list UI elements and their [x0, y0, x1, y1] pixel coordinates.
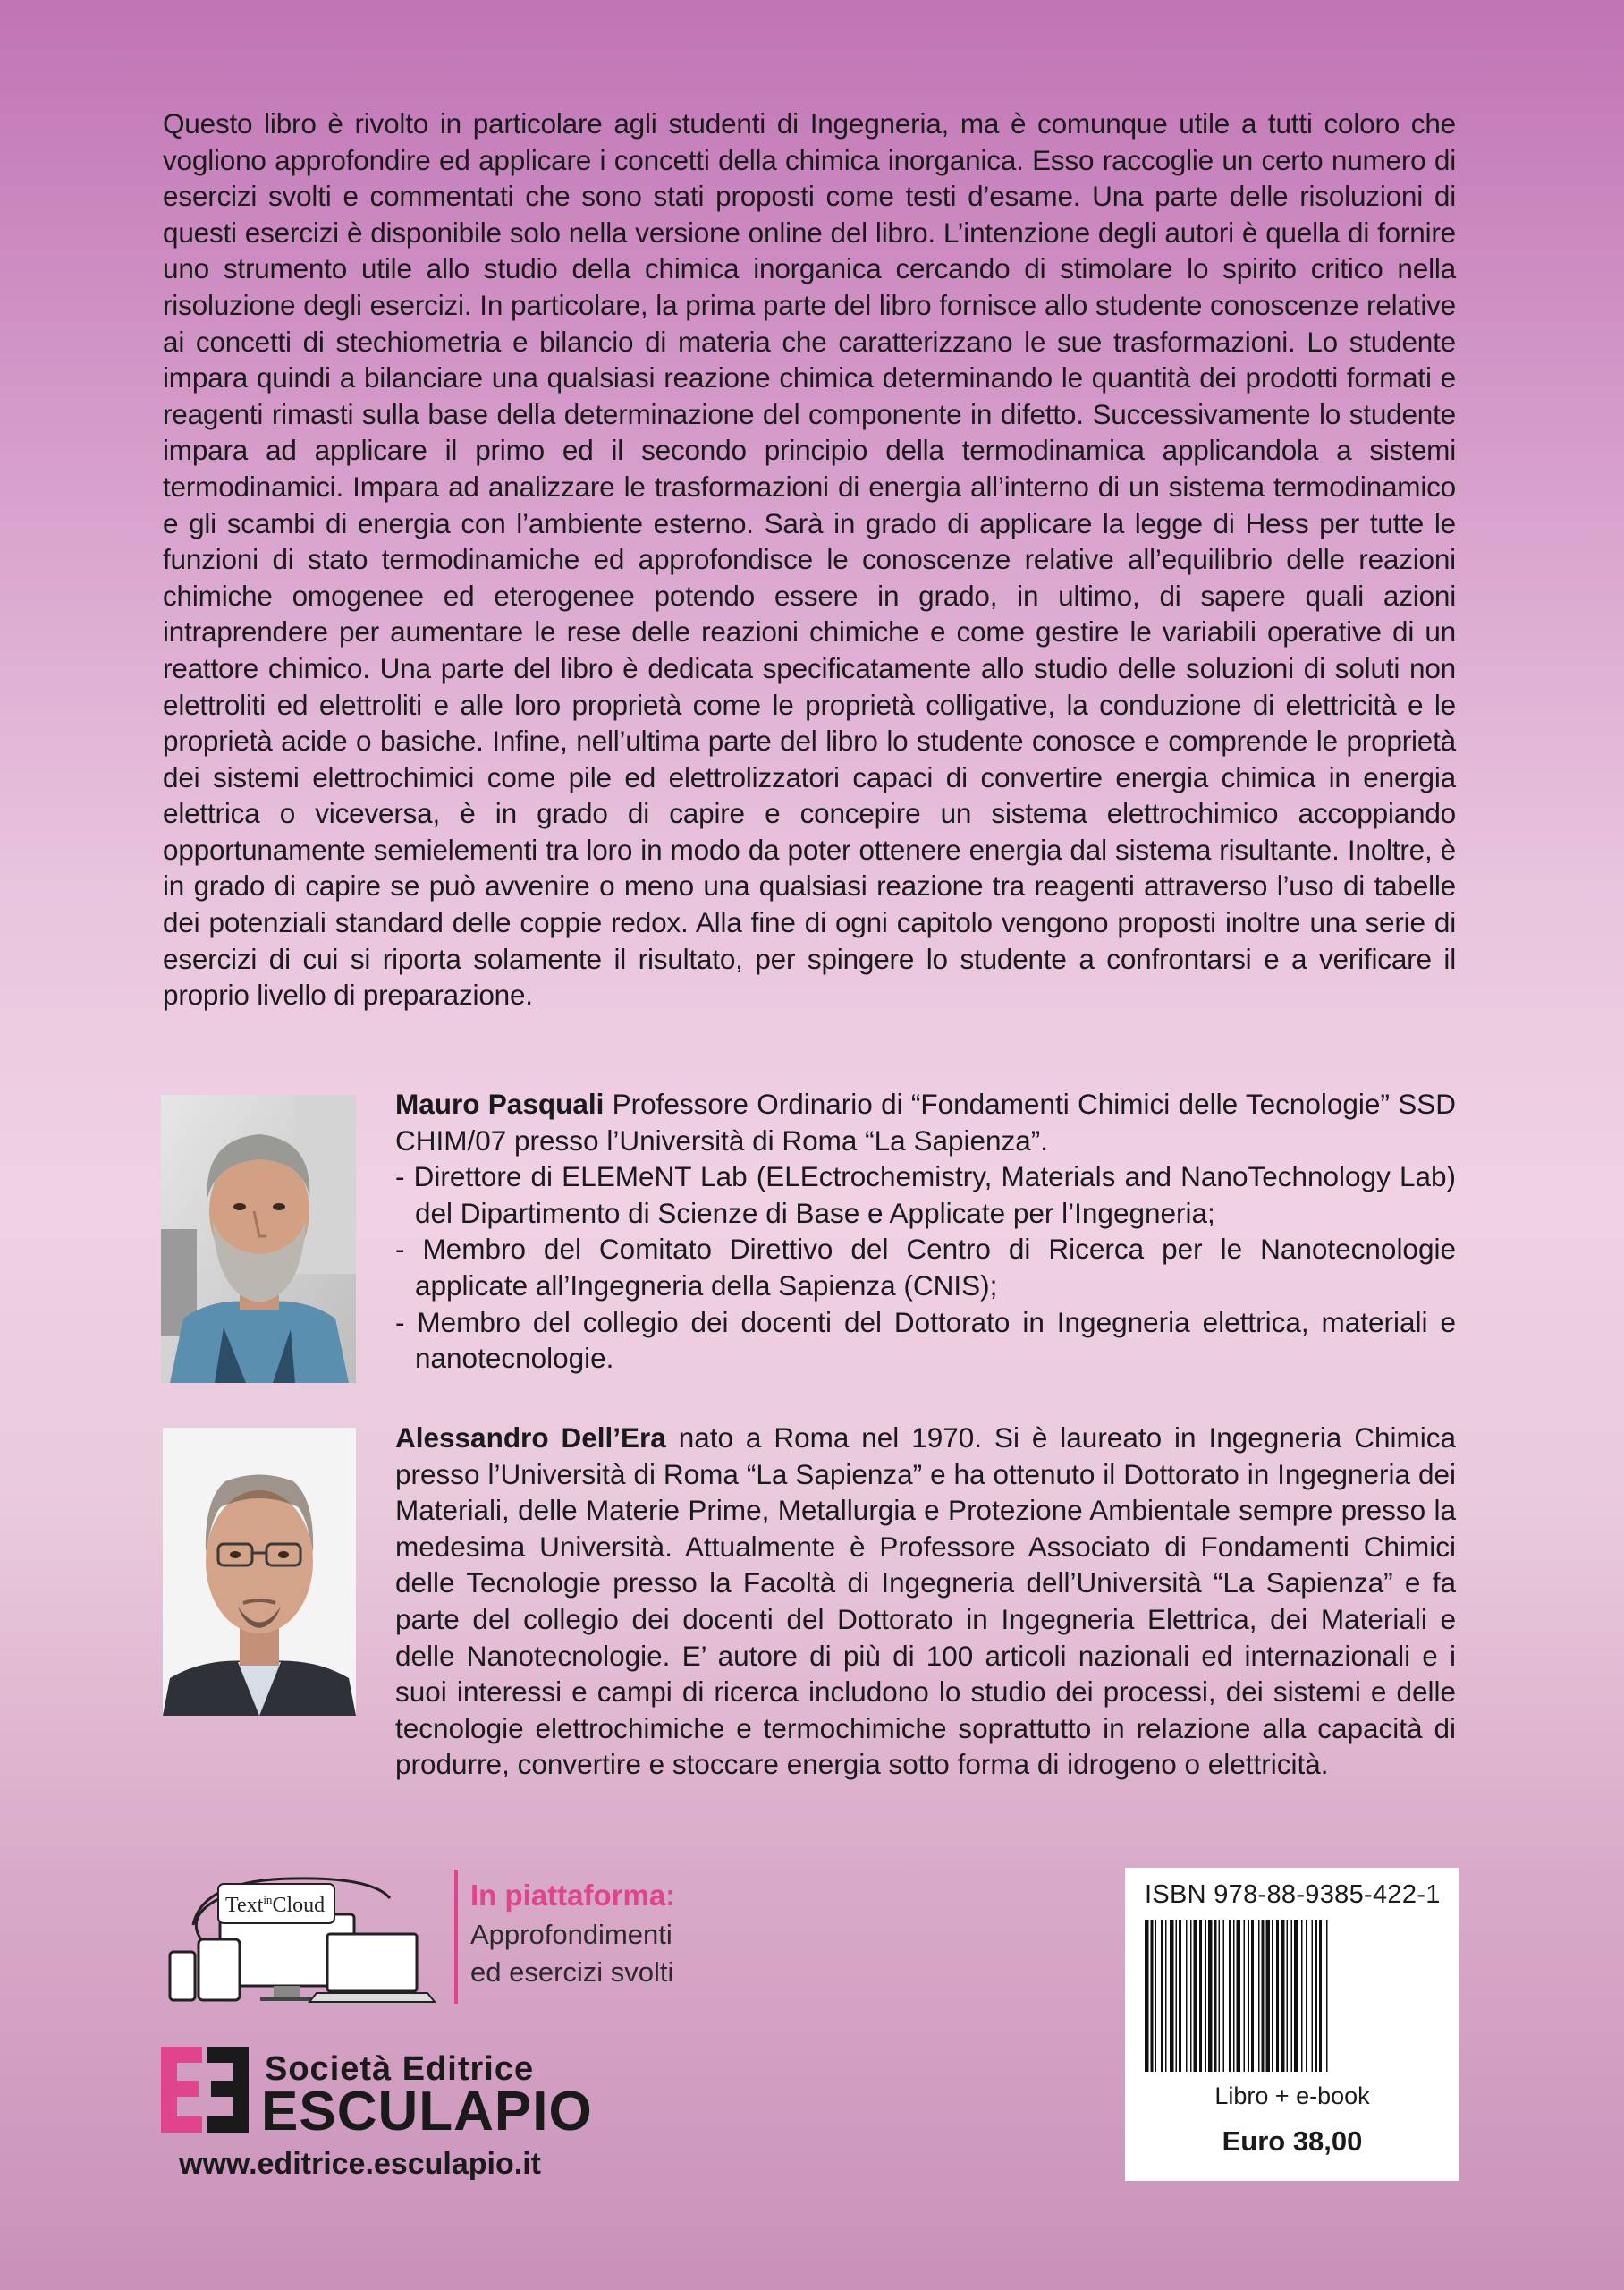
barcode-bar	[1186, 1920, 1188, 2072]
logo-text-part: Cloud	[272, 1894, 326, 1917]
barcode-box	[1125, 1868, 1459, 2181]
barcode-bar	[1155, 1920, 1157, 2072]
barcode-bar	[1208, 1920, 1213, 2072]
portrait-illustration	[163, 1428, 356, 1716]
platform-block	[166, 1862, 721, 2006]
barcode-bar	[1233, 1920, 1235, 2072]
barcode-bar	[1326, 1920, 1328, 2072]
platform-description	[470, 1916, 721, 1991]
author-photo-mauro-pasquali	[161, 1095, 356, 1383]
barcode-bar	[1161, 1920, 1163, 2072]
barcode-bar	[1214, 1920, 1217, 2072]
barcode-bar	[1176, 1920, 1178, 2072]
barcode-bar	[1248, 1920, 1250, 2072]
textincloud-logo-text	[225, 1893, 325, 1918]
publisher-name-line1: Società Editrice	[265, 2050, 535, 2088]
barcode-bar	[1223, 1920, 1225, 2072]
barcode-bar	[1244, 1920, 1246, 2072]
logo-text-part: in	[263, 1893, 273, 1906]
author1-name: Mauro Pasquali	[395, 1088, 605, 1120]
publisher-name-line2: ESCULAPIO	[261, 2081, 593, 2142]
author1-role: - Direttore di ELEMeNT Lab (ELEctrochemistry, Materials and NanoTechnology Lab) del Dipartimento di Scienze di Base e Applicate per l’Ingegneria;	[395, 1160, 1456, 1229]
author1-role: - Membro del collegio dei docenti del Dottorato in Ingegneria elettrica, materiali e nanotecnologie.	[395, 1305, 1456, 1375]
barcode-bar	[1190, 1920, 1192, 2072]
barcode-bar	[1194, 1920, 1198, 2072]
accent-divider	[454, 1870, 458, 2004]
esculapio-ee-logo-icon	[161, 2047, 250, 2133]
author1-intro	[395, 1086, 1456, 1158]
barcode-bar	[1219, 1920, 1221, 2072]
author-bio-mauro-pasquali	[395, 1086, 1456, 1377]
barcode-bar	[1165, 1920, 1167, 2072]
author1-roles-list	[395, 1158, 1456, 1377]
back-cover-description: Questo libro è rivolto in particolare agli studenti di Ingegneria, ma è comunque utile a tutti coloro che vogliono approfondire ed applicare i concetti della chimica inorganica. Esso raccoglie un certo numero di esercizi svolti e commentati che sono stati proposti come testi d’esame. Una parte delle risoluzioni di questi esercizi è disponibile solo nella versione online del libro. L’intenzione degli autori è quella di fornire uno strumento utile allo studio della chimica inorganica cercando di stimolare lo spirito critico nella risoluzione degli esercizi. In particolare, la prima parte del libro fornisce allo studente conoscenze relative ai concetti di stechiometria e bilancio di materia che caratterizzano le sue trasformazioni. Lo studente impara quindi a bilanciare una qualsiasi reazione chimica determinando le quantità dei prodotti formati e reagenti rimasti sulla base della determinazione del componente in difetto. Successivamente lo studente impara ad applicare il primo ed il secondo principio della termodinamica applicandola a sistemi termodinamici. Impara ad analizzare le trasformazioni di energia all’interno di un sistema termodinamico e gli scambi di energia con l’ambiente esterno. Sarà in grado di applicare la legge di Hess per tutte le funzioni di stato termodinamiche ed approfondisce le conoscenze relative all’equilibrio delle reazioni chimiche omogenee ed eterogenee potendo essere in grado, in ultimo, di sapere quali azioni intraprendere per aumentare le rese delle reazioni chimiche e come gestire le variabili operative di un reattore chimico. Una parte del libro è dedicata specificatamente allo studio delle soluzioni di soluti non elettroliti ed elettroliti e alle loro proprietà come le proprietà colligative, la conduzione di elettricità e le proprietà acide o basiche. Infine, nell’ultima parte del libro lo studente conosce e comprende le proprietà dei sistemi elettrochimici come pile ed elettrolizzatori capaci di convertire energia chimica in energia elettrica o viceversa, è in grado di capire e concepire un sistema elettrochimico accoppiando opportunamente semielementi tra loro in modo da poter ottenere energia dal sistema risultante. Inoltre, è in grado di capire se può avvenire o meno una qualsiasi reazione tra reagenti attraverso l’uso di tabelle dei potenziali standard delle coppie redox. Alla fine di ogni capitolo vengono proposti inoltre una serie di esercizi di cui si riporta solamente il risultato, per spingere lo studente a confrontarsi e a verificare il proprio livello di preparazione.	[163, 107, 1456, 1012]
barcode-bar	[1179, 1920, 1181, 2072]
barcode-bar	[1205, 1920, 1207, 2072]
isbn-number: ISBN 978-88-9385-422-1	[1145, 1880, 1441, 1909]
barcode-bar	[1170, 1920, 1174, 2072]
publisher-website: www.editrice.esculapio.it	[179, 2147, 541, 2181]
author2-name: Alessandro Dell’Era	[395, 1421, 666, 1454]
barcode-bar	[1312, 1920, 1314, 2072]
barcode-bar	[1301, 1920, 1303, 2072]
author-photo-alessandro-dellera	[163, 1428, 356, 1716]
barcode-bar	[1272, 1920, 1273, 2072]
barcode-bar	[1145, 1920, 1149, 2072]
barcode-graphic	[1145, 1920, 1440, 2072]
barcode-bar	[1291, 1920, 1293, 2072]
barcode-bar	[1199, 1920, 1202, 2072]
author1-role: - Membro del Comitato Direttivo del Centro di Ricerca per le Nanotecnologie applicate all’Ingegneria della Sapienza (CNIS);	[395, 1233, 1456, 1302]
barcode-bar	[1237, 1920, 1241, 2072]
platform-line: Approfondimenti	[470, 1919, 672, 1950]
barcode-bar	[1276, 1920, 1279, 2072]
author2-bio-text: nato a Roma nel 1970. Si è laureato in Ingegneria Chimica presso l’Università di Roma “La Sapienza” e ha ottenuto il Dottorato in Ingegneria dei Materiali, delle Materie Prime, Metallurgia e Protezione Ambientale sempre presso la medesima Università. Attualmente è Professore Associato di Fondamenti Chimici delle Tecnologie presso la Facoltà di Ingegneria dell’Università “La Sapienza” e fa parte del collegio dei docenti del Dottorato in Ingegneria Elettrica, dei Materiali e delle Nanotecnologie. E’ autore di più di 100 articoli nazionali ed internazionali e i suoi interessi e campi di ricerca includono lo studio dei processi, dei sistemi e delle tecnologie elettrochimiche e termochimiche soprattutto in relazione alla capacità di produrre, convertire e stoccare energia sotto forma di idrogeno o elettricità.	[395, 1421, 1456, 1781]
devices-cloud-icon	[166, 1862, 444, 2006]
portrait-illustration	[161, 1095, 356, 1383]
barcode-bar	[1319, 1920, 1322, 2072]
author-bio-alessandro-dellera	[395, 1420, 1456, 1783]
barcode-bar	[1251, 1920, 1254, 2072]
platform-line: ed esercizi svolti	[470, 1956, 674, 1988]
barcode-bar	[1315, 1920, 1317, 2072]
barcode-bar	[1287, 1920, 1289, 2072]
publisher-logo	[161, 2047, 626, 2142]
barcode-bar	[1151, 1920, 1154, 2072]
edition-label: Libro + e-book	[1214, 2082, 1370, 2109]
barcode-bar	[1306, 1920, 1307, 2072]
barcode-bar	[1266, 1920, 1271, 2072]
barcode-bar	[1294, 1920, 1298, 2072]
barcode-bar	[1262, 1920, 1265, 2072]
price: Euro 38,00	[1222, 2125, 1363, 2157]
author1-intro-text: Professore Ordinario di “Fondamenti Chimici delle Tecnologie” SSD CHIM/07 presso l’Università di Roma “La Sapienza”.	[395, 1088, 1456, 1157]
platform-title: In piattaforma:	[470, 1879, 676, 1912]
barcode-bar	[1258, 1920, 1260, 2072]
barcode-bar	[1281, 1920, 1285, 2072]
barcode-bar	[1229, 1920, 1231, 2072]
logo-text-part: Text	[225, 1894, 264, 1917]
